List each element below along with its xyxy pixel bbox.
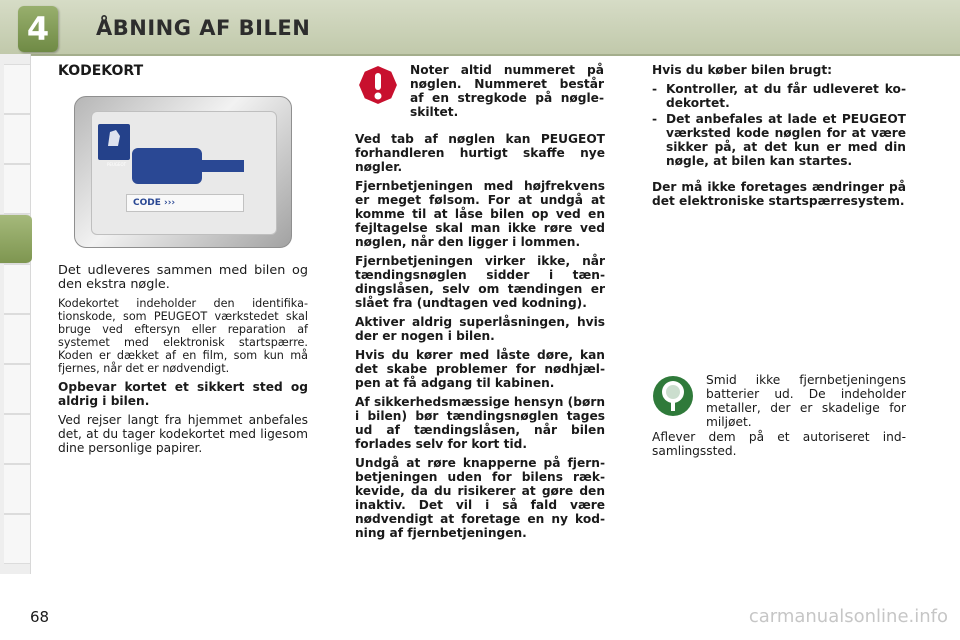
environment-text-1: Smid ikke fjernbetjeningens batterier ud. De indeholder metaller, der er skadelige for miljøet. [706, 373, 906, 429]
page-number: 68 [30, 608, 50, 626]
list-item [652, 112, 906, 168]
chapter-number: 4 [18, 6, 58, 52]
middle-paragraph-1: Ved tab af nøglen kan PEUGEOT forhandleren hurtigt skaffe nye nøgler. [355, 132, 605, 174]
side-tab[interactable] [4, 114, 30, 164]
side-tab-active[interactable] [0, 214, 32, 264]
environment-note-2 [652, 430, 906, 463]
code-card-illustration [74, 96, 292, 248]
side-tab[interactable] [4, 464, 30, 514]
peugeot-logo [98, 124, 130, 167]
card-inner [91, 111, 277, 235]
list-dash: - [652, 82, 658, 96]
side-tab[interactable] [4, 314, 30, 364]
middle-paragraph-6: Af sikkerhedsmæssige hensyn (børn i bilen) bør tændingsnøglen tages ud af tændingslåsen, når bilen forlades selv for kort tid. [355, 395, 605, 451]
middle-column [355, 132, 605, 545]
right-paragraph: Der må ikke foretages ændringer på det elektroniske startspærresystem. [652, 180, 906, 208]
key-body [132, 148, 202, 184]
left-column [58, 264, 308, 460]
middle-paragraph-3: Fjernbetjeningen virker ikke, når tændingsnøglen sidder i tændingslåsen, selv om tændingen er slået fra (undtagen ved kodning). [355, 254, 605, 310]
left-paragraph-2: Kodekortet indeholder den identifikationskode, som PEUGEOT værkstedet skal bruge ved eftersyn eller reparation af systemet med elektronisk startspærre. Koden er dækket af en film, som kun må fjernes, når det er nødvendigt. [58, 297, 308, 375]
side-tab[interactable] [4, 264, 30, 314]
environment-tree-icon [652, 375, 694, 417]
logo-text: PEUGEOT [107, 162, 127, 167]
side-tab[interactable] [4, 64, 30, 114]
left-paragraph-1: Det udleveres sammen med bilen og den ekstra nøgle. [58, 263, 308, 292]
warning-text: Noter altid nummeret på nøglen. Nummeret består af en stregkode på nøgleskiltet. [410, 63, 604, 119]
list-item [652, 82, 906, 110]
key-blade [202, 160, 244, 172]
middle-paragraph-4: Aktiver aldrig superlåsningen, hvis der er nogen i bilen. [355, 315, 605, 343]
side-tab[interactable] [4, 414, 30, 464]
side-tabs [0, 54, 31, 574]
middle-paragraph-2: Fjernbetjeningen med højfrekvens er meget følsom. For at undgå at komme til at låse bilen op ved en fejltagelse skal man ikke røre ved nøglen, når den ligger i lommen. [355, 179, 605, 249]
code-label: CODE ››› [126, 194, 244, 212]
list-dash: - [652, 112, 658, 126]
side-tab[interactable] [4, 514, 30, 564]
chapter-title: ÅBNING AF BILEN [96, 16, 311, 40]
environment-text-2: Aflever dem på et autoriseret indsamlingssted. [652, 430, 906, 458]
middle-paragraph-5: Hvis du kører med låste døre, kan det skabe problemer for nødhjælpen at få adgang til kabinen. [355, 348, 605, 390]
list-item-text: Kontroller, at du får udleveret kodekortet. [666, 82, 906, 110]
right-heading: Hvis du køber bilen brugt: [652, 63, 833, 77]
lion-icon [98, 124, 130, 152]
list-item-text: Det anbefales at lade et PEUGEOT værksted kode nøglen for at være sikker på, at det kun er med din nøgle, at bilen kan startes. [666, 112, 906, 168]
left-paragraph-4: Ved rejser langt fra hjemmet anbefales det, at du tager kodekortet med ligesom dine personlige papirer. [58, 413, 308, 455]
section-title: KODEKORT [58, 63, 144, 79]
page-header [0, 0, 960, 56]
side-tab[interactable] [4, 164, 30, 214]
side-tab[interactable] [4, 364, 30, 414]
warning-text-block [410, 63, 604, 124]
warning-icon [356, 63, 400, 107]
left-paragraph-3: Opbevar kortet et sikkert sted og aldrig i bilen. [58, 380, 308, 408]
environment-note [706, 373, 906, 434]
right-column [652, 63, 906, 213]
middle-paragraph-7: Undgå at røre knapperne på fjernbetjeningen uden for bilens rækkevide, da du risikerer at gøre den inaktiv. Det vil i så fald være nødvendigt at foretage en ny kodning af fjernbetjeningen. [355, 456, 605, 540]
watermark: carmanualsonline.info [748, 606, 948, 627]
